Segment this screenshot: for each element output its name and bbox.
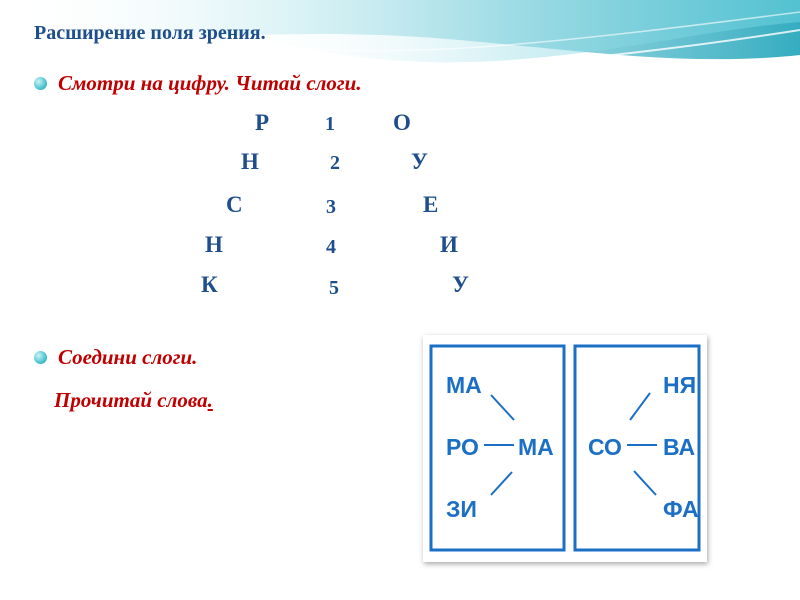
right-connector-bottom [634,471,656,495]
row1-letter-right: О [393,110,411,135]
read-words-text [54,388,213,413]
row5-letter-right: У [452,272,469,297]
right-syllable-middle: ВА [663,434,696,460]
instruction-text-2: Соедини слоги. [58,345,198,369]
left-syllable-bottom: ЗИ [446,496,477,522]
syllable-card [423,335,707,562]
row1-letter-left: Р [255,110,270,135]
row4-letter-left: Н [205,232,223,257]
right-connector-top [630,393,650,420]
instruction-text: Смотри на цифру. Читай слоги. [58,71,362,95]
row2-digit: 2 [330,152,340,174]
read-words-label: Прочитай слова [54,388,208,412]
row3-letter-right: Е [423,192,439,217]
left-syllable-top: МА [446,372,482,398]
row4-letter-right: И [440,232,458,257]
right-syllable-center-left: СО [588,434,622,460]
row3-letter-left: С [226,192,243,217]
row2-letter-right: У [411,149,428,174]
right-syllable-bottom: ФА [663,496,699,522]
bullet-icon [34,77,47,90]
left-connector-top [491,395,514,420]
row3-digit: 3 [326,196,336,218]
bullet-icon [34,351,47,364]
left-connector-bottom [491,472,512,495]
syllable-card-figure [423,335,707,562]
bullet-item-look-at-digit [34,71,362,96]
row5-digit: 5 [329,277,339,299]
left-syllable-center-left: РО [446,434,479,460]
row2-letter-left: Н [241,149,259,174]
row1-digit: 1 [325,113,335,135]
left-syllable-center-right: МА [518,434,554,460]
read-words-period: . [207,388,213,412]
right-syllable-top: НЯ [663,372,697,398]
row4-digit: 4 [326,236,336,258]
slide-title: Расширение поля зрения. [34,22,266,44]
bullet-item-connect-syllables [34,345,197,370]
row5-letter-left: К [201,272,218,297]
